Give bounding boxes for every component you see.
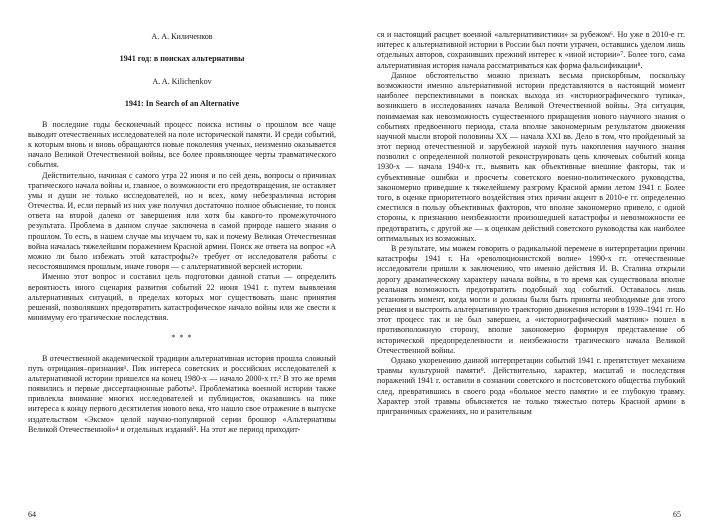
right-page-body: [377, 30, 685, 417]
paragraph: В отечественной академической традиции альтернативная история прошла сложный путь отрицания–признания¹. Пик интереса советских и российских исследователей к альтернативной истории пришелся на конец 1980-х — начало 2000-х гг.² В это же время появились и первые диссертационные работы³. Проблематика военной истории также привлекла внимание многих исследователей и публицистов, оказавшись на пике интереса к концу первого десятилетия нового века, что нашло свое отражение в выпуске издательством «Эксмо» целой научно-популярной серии брошюр «Альтернативы Великой Отечественной»⁴ и отдельных изданий⁵. На этот же период приходит-: [28, 353, 336, 434]
paragraph: В последние годы бесконечный процесс поиска истины о прошлом все чаще выводит отечественных исследователей на поле исторической памяти. И среди событий, к которым вновь и вновь обращаются новые поколения ученых, неизменно оказывается начало Великой Отечественной войны, все более проявляющее черты травматического события.: [28, 119, 336, 170]
title-en: 1941: In Search of an Alternative: [124, 99, 240, 109]
left-page: [28, 0, 336, 527]
paragraph: Действительно, начиная с самого утра 22 июня и по сей день, вопросы о причинах трагического начала войны и, главное, о возможности его предотвращения, не оставляет умы и души не только исследователей, но и всех, кому небезразлична история Отечества. И, если первый из них уже получил достаточно полное объяснение, то поиск ответа на второй далеко от завершения или хотя бы какого-то промежуточного результата. Проблема в данном случае заключена в самой природе нашего знания о прошлом. То есть, в нашем случае мы изучаем то, как и почему Великая Отечественная война началась тяжелейшим поражением Красной армии. Поиск же ответа на вопрос «А можно ли было избежать этой катастрофы?» требует от исследователя работы с несостоявшимся прошлым, иначе говоря — с альтернативной версией истории.: [28, 170, 336, 272]
title-ru: 1941 год: в поисках альтернативы: [119, 54, 245, 64]
left-page-body: [28, 32, 336, 435]
paragraph: В результате, мы можем говорить о радикальной перемене в интерпретации причин катастрофы 1941 г. На «революционистской волне» 1990-х гг. отечественные исследователи пришли к заключению, что именно действия И. В. Сталина открыли дорогу драматическому характеру начала войны, в то время как существовала вполне реальная возможность предотвратить подобный ход событий. Оставалось лишь установить момент, когда могли и должны были быть приняты необходимые для этого решения и выстроить альтернативную траекторию движения истории в 1939–1941 гг. Но этот процесс так и не был завершен, а «историографический маятник» пошел в противоположную сторону, вполне закономерно формируя представление об исторической предопределенности и неизбежности трагического начала Великой Отечественной войны.: [377, 243, 685, 355]
page-number-right: 65: [673, 510, 681, 519]
author-en: A. A. Kilichenkov: [152, 76, 212, 86]
page-number-left: 64: [28, 510, 36, 519]
paragraph: Однако укоренению данной интерпретации событий 1941 г. препятствует механизм травмы культурной памяти⁹. Действительно, характер, масштаб и последствия поражений 1941 г. оставили в сознании советского и постсоветского общества глубокий след, превратившись в своего рода «больное место памяти» и ее глубокую травму. Характер этой травмы объясняется не только тяжестью потерь Красной армии в приграничных сражениях, но и разительным: [377, 356, 685, 416]
paragraph: Данное обстоятельство можно признать весьма прискорбным, поскольку возможности именно альтернативной истории представляются в настоящий момент наиболее перспективными в поисках выхода из «историографического тупика», возникшего в исследованиях начала Великой Отечественной войны. Эта ситуация, понимаемая как невозможность существенного приращения нового научного знания о событиях предвоенного периода, стала вполне закономерным результатом движения научной мысли второй половины XX — начала XXI вв. Дело в том, что пройденный за этот период отечественной и зарубежной наукой путь накопления научного знания позволил с определенной полнотой реконструировать цепь ключевых событий конца 1930-х — начала 1940-х гг., выявить как объективные внешние факторы, так и субъективные ошибки и просчеты советского военно-политического руководства, закономерно приведшие к тяжелейшему разгрому Красной армии летом 1941 г. Более того, в оценке приоритетного воздействия этих причин акцент в 2010-е гг. определенно сместился в пользу объективных факторов, что вполне закономерно привело, с одной стороны, к признанию неизбежности произошедшей катастрофы и невозможности ее предотвратить, с другой же — к оценкам действий советского руководства как наиболее оптимальных из возможных.: [377, 70, 685, 243]
paragraph: Именно этот вопрос и составил цель подготовки данной статьи — определить вероятность иного сценария развития событий 22 июня 1941 г. путем выявления альтернативных ситуаций, в пределах которых мог существовать шанс принятия решений, позволявших предотвратить катастрофическое начало войны или же свести к минимуму его трагические последствия.: [28, 272, 336, 323]
right-page: [377, 0, 685, 527]
author-ru: А. А. Киличенков: [151, 32, 213, 41]
section-separator: * * *: [171, 333, 193, 343]
paragraph: ся и настоящий расцвет военной «альтернативистики» за рубежом⁶. Но уже в 2010-е гг. интерес к альтернативной истории в России был почти утрачен, оставшись уделом лишь отдельных авторов, сохранивших прежний интерес к «иной истории»⁷. Более того, сама альтернативная история начала рассматриваться как форма фальсификации⁸.: [377, 30, 685, 70]
